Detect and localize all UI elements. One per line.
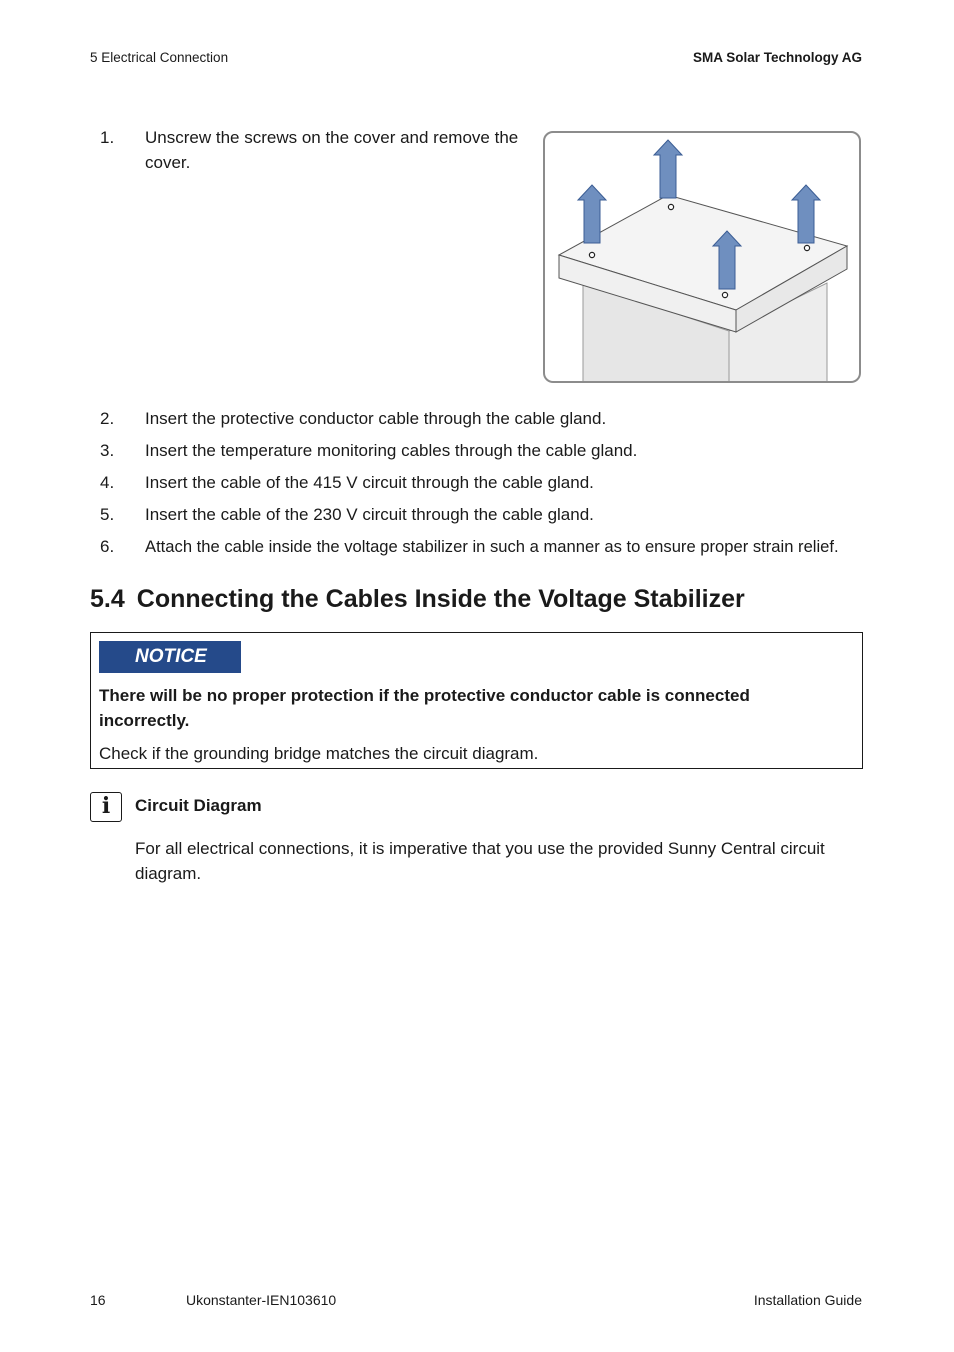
cover-removal-illustration (543, 131, 861, 383)
header-chapter: 5 Electrical Connection (90, 50, 229, 65)
step-number: 6. (100, 537, 115, 556)
arrow-up-icon (654, 140, 682, 198)
screw-icon (804, 245, 809, 250)
notice-heading: There will be no proper protection if the protective conductor cable is connected incorrectly. (99, 686, 750, 730)
notice-body: Check if the grounding bridge matches the circuit diagram. (99, 744, 539, 763)
notice-box (90, 632, 863, 769)
header-company: SMA Solar Technology AG (692, 50, 862, 65)
step-text: cover. (145, 153, 191, 172)
footer-page-number: 16 (90, 1292, 106, 1308)
screw-icon (722, 292, 727, 297)
step-number: 2. (100, 409, 115, 428)
info-body: For all electrical connections, it is imperative that you use the provided Sunny Central circuit diagram. (135, 839, 825, 883)
step-text: Insert the cable of the 230 V circuit through the cable gland. (145, 505, 594, 524)
step-number: 3. (100, 441, 115, 460)
step-text: Insert the protective conductor cable through the cable gland. (145, 409, 607, 428)
section-heading (90, 585, 745, 614)
screw-icon (668, 204, 673, 209)
section-title: Connecting the Cables Inside the Voltage Stabilizer (136, 585, 745, 613)
notice-badge: NOTICE (99, 641, 241, 673)
step-number: 1. (100, 128, 115, 147)
step-text: Unscrew the screws on the cover and remove the (145, 128, 519, 147)
info-title: Circuit Diagram (135, 796, 262, 815)
step-number: 4. (100, 473, 115, 492)
info-i-icon: i (90, 792, 122, 822)
step-text: Insert the temperature monitoring cables through the cable gland. (145, 441, 638, 460)
footer-doc-type: Installation Guide (753, 1292, 862, 1308)
step-text: Insert the cable of the 415 V circuit through the cable gland. (145, 473, 594, 492)
step-text: Attach the cable inside the voltage stabilizer in such a manner as to ensure proper strain relief. (145, 537, 839, 556)
footer-doc-id: Ukonstanter-IEN103610 (186, 1292, 337, 1308)
cover-removal-drawing (545, 133, 859, 381)
step-number: 5. (100, 505, 115, 524)
screw-icon (589, 252, 594, 257)
section-number: 5.4 (90, 585, 125, 613)
